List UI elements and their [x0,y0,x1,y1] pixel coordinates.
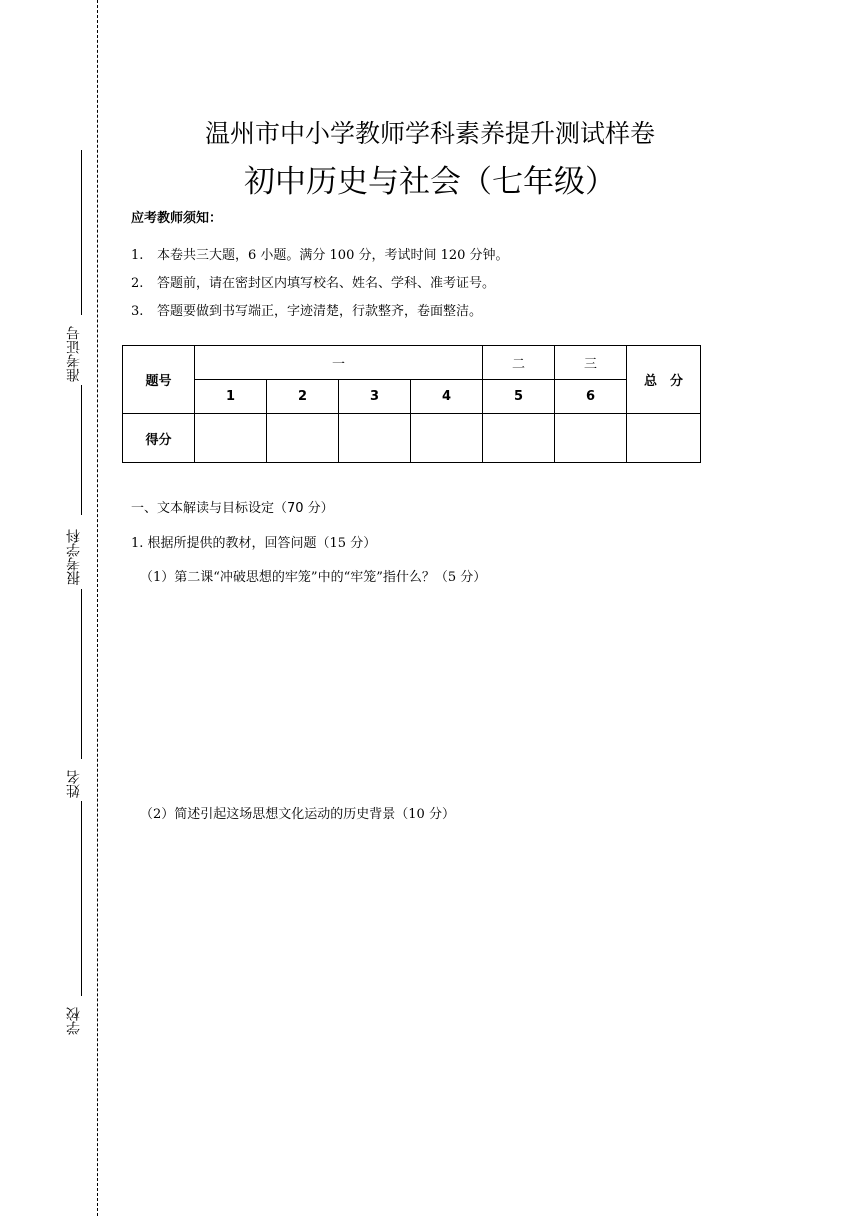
subject-label: 报考学科 [66,529,82,585]
notice-number: 1. [131,248,144,263]
school-label: 学校 [66,1007,82,1035]
score-cell [411,414,483,463]
score-cell [195,414,267,463]
subject-line-top [81,385,82,515]
question-header: 4 [411,380,483,414]
seal-dashed-line [97,0,98,1216]
notice-text: 答题前，请在密封区内填写校名、姓名、学科、准考证号。 [157,276,496,291]
question-header: 2 [267,380,339,414]
score-row-label: 得分 [123,414,195,463]
question-1-part-1: （1）第二课“冲破思想的牢笼”中的“牢笼”指什么？（5 分） [140,570,487,585]
score-cell [483,414,555,463]
section-one-header: 一 [195,346,483,380]
section-two-header: 二 [483,346,555,380]
question-number-header: 题号 [123,346,195,414]
notice-item [131,272,495,291]
score-table [122,345,701,463]
exam-number-label: 准考证号 [66,326,82,382]
notice-number: 2. [131,276,144,291]
total-score-cell [627,414,701,463]
question-header: 5 [483,380,555,414]
question-header: 1 [195,380,267,414]
section-three-header: 三 [555,346,627,380]
name-label: 姓名 [66,770,82,798]
question-header: 6 [555,380,627,414]
name-line [81,801,82,996]
subject-line [81,589,82,759]
exam-subtitle: 初中历史与社会（七年级） [244,164,616,200]
score-cell [339,414,411,463]
notice-text: 本卷共三大题，6 小题。满分 100 分，考试时间 120 分钟。 [157,248,509,263]
score-cell [267,414,339,463]
question-header: 3 [339,380,411,414]
exam-title: 温州市中小学教师学科素养提升测试样卷 [204,119,655,148]
notice-item [131,244,509,263]
exam-number-line [81,150,82,315]
notice-item [131,300,482,319]
question-1-part-2: （2）简述引起这场思想文化运动的历史背景（10 分） [140,807,455,822]
total-header: 总 分 [627,346,701,414]
notice-text: 答题要做到书写端正，字迹清楚，行款整齐，卷面整洁。 [157,304,483,319]
section-heading: 一、文本解读与目标设定（70 分） [131,501,334,516]
notice-number: 3. [131,304,144,319]
notice-heading: 应考教师须知： [131,211,223,226]
score-cell [555,414,627,463]
question-1: 1. 根据所提供的教材，回答问题（15 分） [131,536,377,551]
